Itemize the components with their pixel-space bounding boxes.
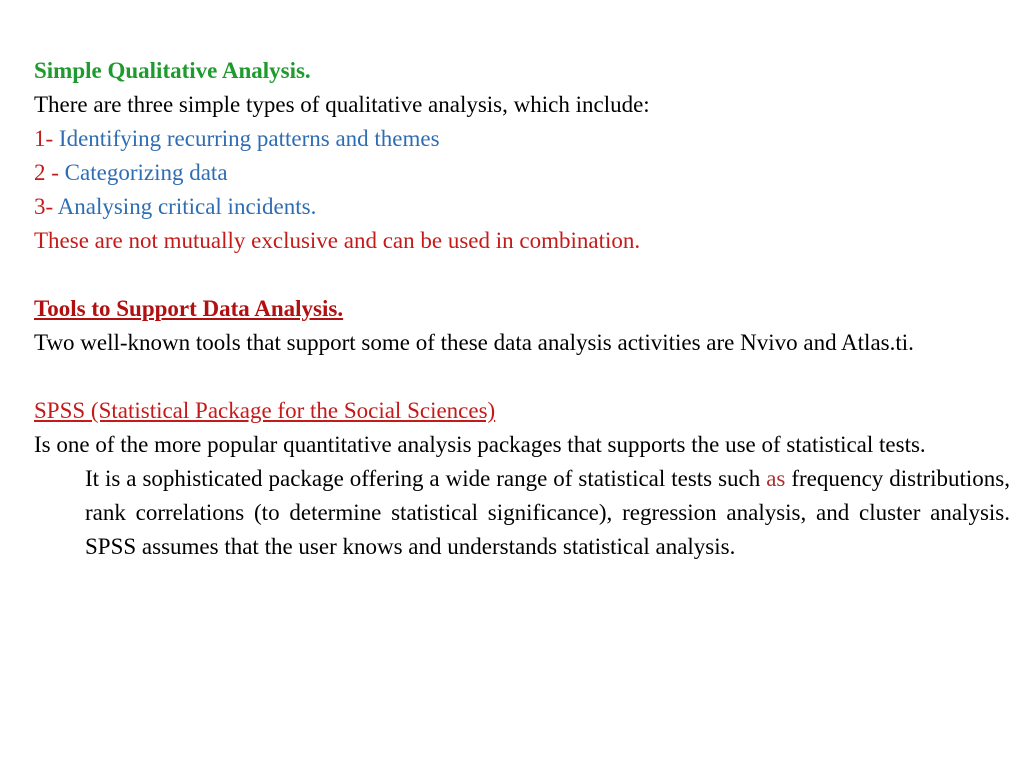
list-item-1-text: Identifying recurring patterns and themes (53, 126, 440, 151)
list-item-2-number: 2 - (34, 160, 59, 185)
section3-detail-before: It is a sophisticated package offering a wide range of statistical tests such (85, 466, 767, 491)
section3-detail-after: frequency distributions, rank correlations (to determine statistical significance), regression analysis, and cluster analysis. SPSS assumes that the user knows and understands statistical analysis. (85, 466, 1010, 559)
list-item-3 (34, 190, 1010, 224)
list-item-1-number: 1- (34, 126, 54, 151)
spacer (34, 258, 1010, 292)
slide-content (34, 54, 1010, 564)
section3-title: SPSS (Statistical Package for the Social Sciences) (34, 398, 496, 423)
list-item-2-text: Categorizing data (58, 160, 228, 185)
section3-detail-highlight: as (766, 466, 786, 491)
section2-title: Tools to Support Data Analysis. (34, 296, 344, 321)
list-item-3-number: 3- (34, 194, 54, 219)
section2-body: Two well-known tools that support some of these data analysis activities are Nvivo and Atlas.ti. (34, 330, 914, 355)
section3-body: Is one of the more popular quantitative analysis packages that supports the use of statistical tests. (34, 432, 926, 457)
list-item-2 (34, 156, 1010, 190)
list-item-1 (34, 122, 1010, 156)
spacer (34, 360, 1010, 394)
section1-title: Simple Qualitative Analysis. (34, 58, 311, 83)
list-item-3-text: Analysing critical incidents. (53, 194, 317, 219)
section1-note: These are not mutually exclusive and can be used in combination. (34, 228, 641, 253)
section1-intro: There are three simple types of qualitative analysis, which include: (34, 92, 650, 117)
section3-detail (85, 462, 1010, 564)
